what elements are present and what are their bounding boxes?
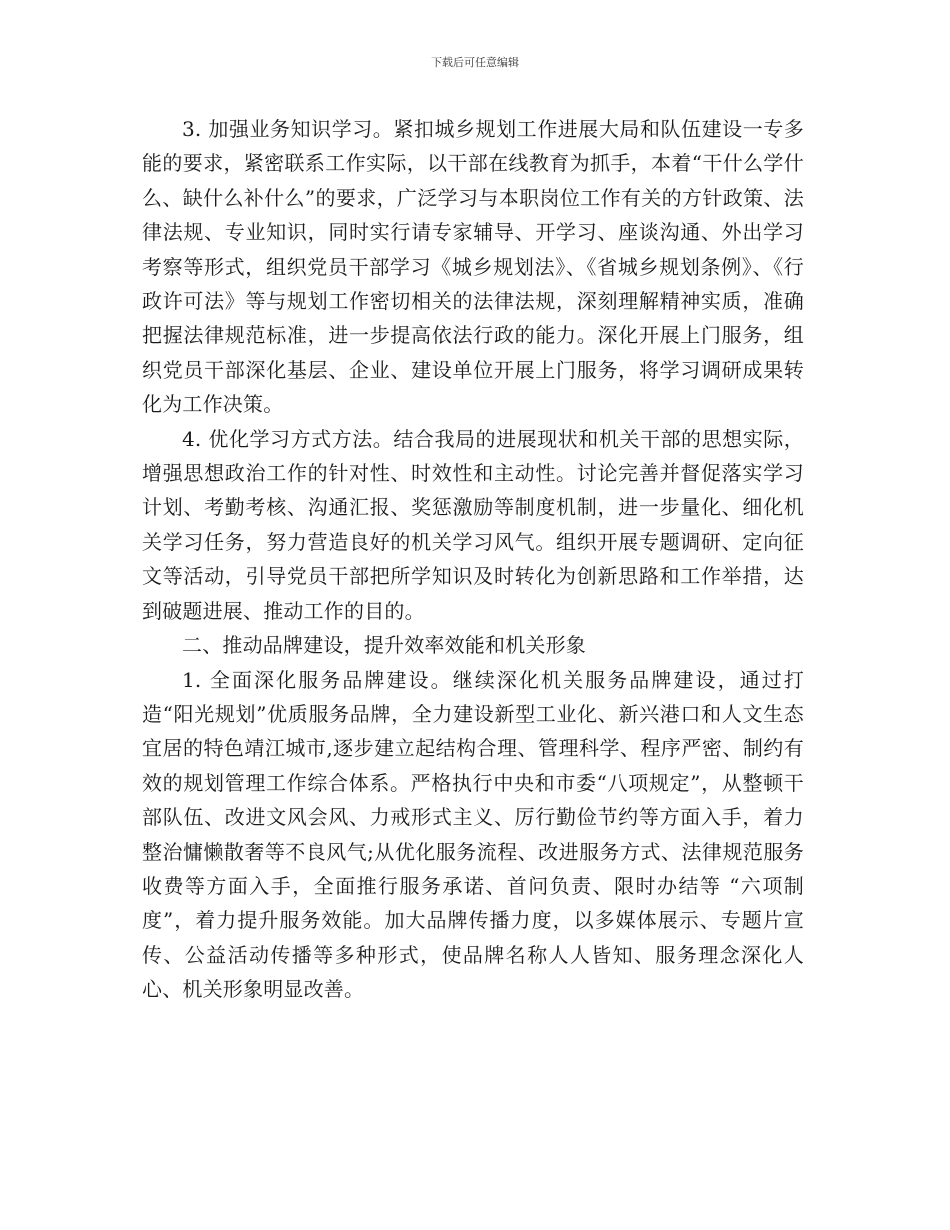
paragraph-study-methods: 4. 优化学习方式方法。结合我局的进展现状和机关干部的思想实际，增强思想政治工作的针对性、时效性和主动性。讨论完善并督促落实学习计划、考勤考核、沟通汇报、奖惩激励等制度机制，进一步量化、细化机关学习任务，努力营造良好的机关学习风气。组织开展专题调研、定向征文等活动，引导党员干部把所学知识及时转化为创新思路和工作举措，达到破题进展、推动工作的目的。 bbox=[142, 426, 804, 623]
document-body bbox=[142, 112, 804, 1007]
paragraph-study-knowledge: 3. 加强业务知识学习。紧扣城乡规划工作进展大局和队伍建设一专多能的要求，紧密联系工作实际，以干部在线教育为抓手，本着“干什么学什么、缺什么补什么”的要求，广泛学习与本职岗位工作有关的方针政策、法律法规、专业知识，同时实行请专家辅导、开学习、座谈沟通、外出学习考察等形式，组织党员干部学习《城乡规划法》、《省城乡规划条例》、《行政许可法》等与规划工作密切相关的法律法规，深刻理解精神实质，准确把握法律规范标准，进一步提高依法行政的能力。深化开展上门服务，组织党员干部深化基层、企业、建设单位开展上门服务，将学习调研成果转化为工作决策。 bbox=[142, 117, 804, 417]
paragraph-service-brand: 1. 全面深化服务品牌建设。继续深化机关服务品牌建设，通过打造“阳光规划”优质服务品牌，全力建设新型工业化、新兴港口和人文生态宜居的特色靖江城市,逐步建立起结构合理、管理科学、程序严密、制约有效的规划管理工作综合体系。严格执行中央和市委“八项规定”，从整顿干部队伍、改进文风会风、力戒形式主义、厉行勤俭节约等方面入手，着力整治慵懒散奢等不良风气;从优化服务流程、改进服务方式、法律规范服务收费等方面入手，全面推行服务承诺、首问负责、限时办结等 “六项制度”，着力提升服务效能。加大品牌传播力度，以多媒体展示、专题片宣传、公益活动传播等多种形式，使品牌名称人人皆知、服务理念深化人心、机关形象明显改善。 bbox=[142, 667, 804, 1002]
page-header-note: 下载后可任意编辑 bbox=[431, 56, 519, 69]
section-heading-brand: 二、推动品牌建设，提升效率效能和机关形象 bbox=[182, 633, 586, 658]
